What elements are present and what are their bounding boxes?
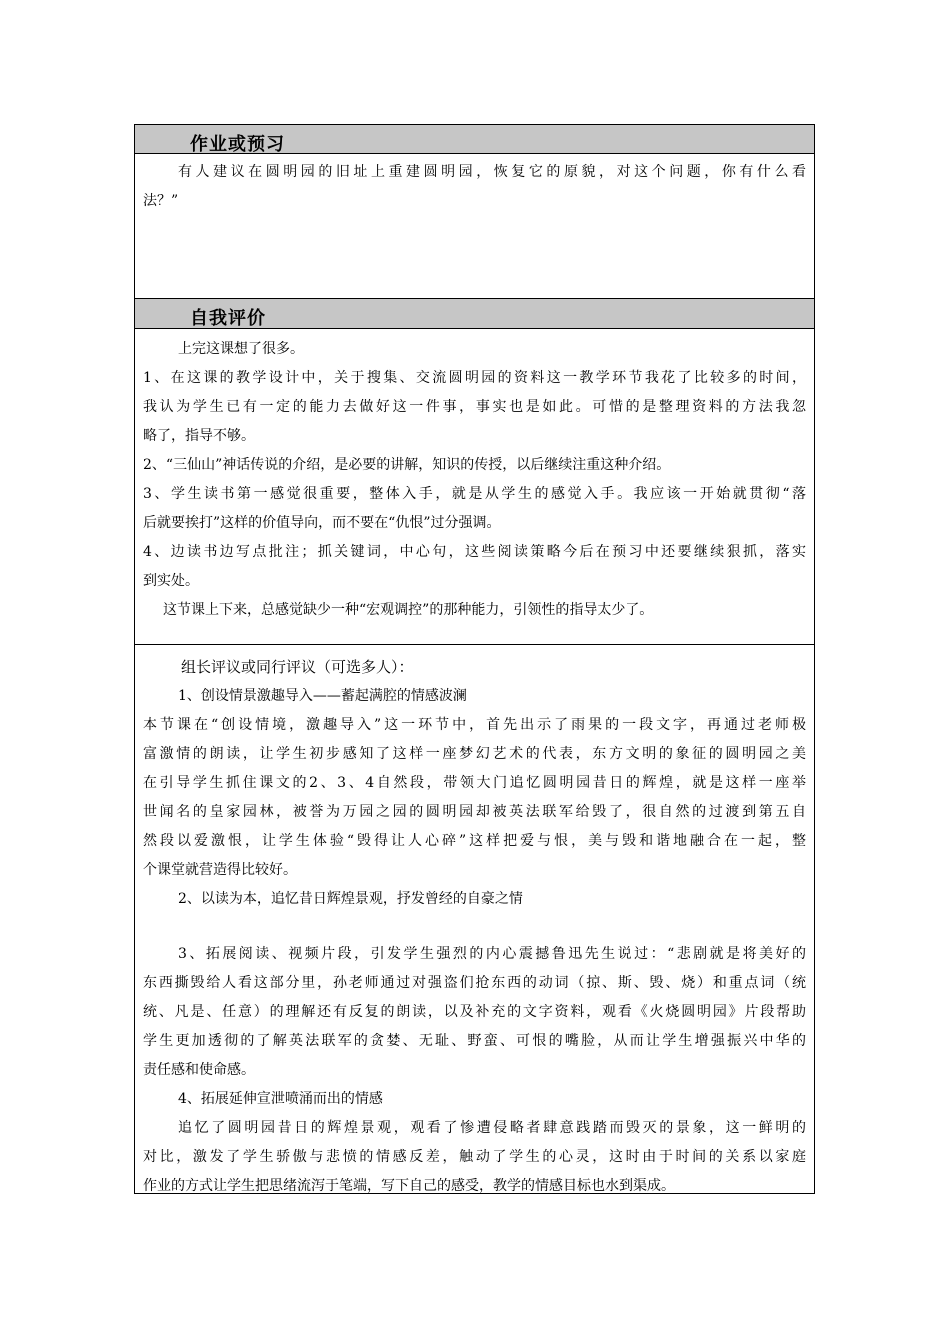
peer-review-line: 2、以读为本，追忆昔日辉煌景观，抒发曾经的自豪之情: [178, 891, 523, 907]
self-eval-line: 到实处。: [143, 573, 199, 589]
self-eval-line: 后就要挨打”这样的价值导向，而不要在“仇恨”过分强调。: [143, 515, 501, 531]
homework-heading-bar: [134, 124, 815, 154]
peer-review-line: 4、拓展延伸宣泄喷涌而出的情感: [178, 1091, 383, 1107]
self-eval-heading-bar: [134, 299, 815, 329]
peer-review-line: 1、创设情景激趣导入——蓄起满腔的情感波澜: [178, 688, 467, 704]
peer-review-line: 学生更加透彻的了解英法联军的贪婪、无耻、野蛮、可恨的嘴脸，从而让学生增强振兴中华的: [143, 1033, 806, 1049]
self-eval-line: 上完这课想了很多。: [178, 341, 304, 357]
self-eval-cell: [134, 329, 815, 645]
peer-review-line: 在引导学生抓住课文的2、3、4自然段，带领大门追忆圆明园昔日的辉煌，就是这样一座举: [143, 775, 806, 791]
self-eval-line: 3、学生读书第一感觉很重要，整体入手，就是从学生的感觉入手。我应该一开始就贯彻“落: [143, 486, 806, 502]
peer-review-line: 本节课在“创设情境，激趣导入”这一环节中，首先出示了雨果的一段文字，再通过老师极: [143, 717, 806, 733]
self-eval-heading: 自我评价: [190, 308, 266, 329]
peer-review-line: 东西撕毁给人看这部分里，孙老师通过对强盗们抢东西的动词（掠、斯、毁、烧）和重点词（统: [143, 975, 806, 991]
peer-review-line: 3、拓展阅读、视频片段，引发学生强烈的内心震撼鲁迅先生说过：“悲剧就是将美好的: [178, 946, 806, 962]
homework-line: 法？”: [143, 193, 179, 209]
peer-review-line: 统、凡是、任意）的理解还有反复的朗读，以及补充的文字资料，观看《火烧圆明园》片段帮助: [143, 1004, 806, 1020]
peer-review-line: 富激情的朗读，让学生初步感知了这样一座梦幻艺术的代表，东方文明的象征的圆明园之美: [143, 746, 806, 762]
peer-review-line: 世闻名的皇家园林，被誉为万园之园的圆明园却被英法联军给毁了，很自然的过渡到第五自: [143, 804, 806, 820]
peer-review-line: 对比，激发了学生骄傲与悲愤的情感反差，触动了学生的心灵，这时由于时间的关系以家庭: [143, 1149, 806, 1165]
self-eval-line: 1、在这课的教学设计中，关于搜集、交流圆明园的资料这一教学环节我花了比较多的时间，: [143, 370, 806, 386]
self-eval-line: 2、“三仙山”神话传说的介绍，是必要的讲解，知识的传授，以后继续注重这种介绍。: [143, 457, 671, 473]
peer-review-line: 追忆了圆明园昔日的辉煌景观，观看了惨遭侵略者肆意践踏而毁灭的景象，这一鲜明的: [178, 1120, 806, 1136]
self-eval-line: 略了，指导不够。: [143, 428, 255, 444]
peer-review-title: 组长评议或同行评议（可选多人）：: [181, 658, 414, 676]
self-eval-line: 4、边读书边写点批注；抓关键词，中心句，这些阅读策略今后在预习中还要继续狠抓，落实: [143, 544, 806, 560]
homework-line: 有人建议在圆明园的旧址上重建圆明园，恢复它的原貌，对这个问题，你有什么看: [178, 164, 806, 180]
homework-cell: [134, 154, 815, 299]
peer-review-line: 然段以爱激恨，让学生体验“毁得让人心碎”这样把爱与恨，美与毁和谐地融合在一起，整: [143, 833, 806, 849]
homework-heading: 作业或预习: [190, 134, 285, 155]
peer-review-line: 个课堂就营造得比较好。: [143, 862, 297, 878]
self-eval-line: 我认为学生已有一定的能力去做好这一件事，事实也是如此。可惜的是整理资料的方法我忽: [143, 399, 806, 415]
blank-line: [143, 914, 806, 940]
peer-review-line: 责任感和使命感。: [143, 1062, 255, 1078]
peer-review-cell: [134, 645, 815, 1194]
peer-review-line: 作业的方式让学生把思绪流泻于笔端，写下自己的感受，教学的情感目标也水到渠成。: [143, 1178, 675, 1194]
self-eval-line: 这节课上下来，总感觉缺少一种“宏观调控”的那种能力，引领性的指导太少了。: [163, 602, 654, 618]
evaluation-table: [134, 124, 815, 1194]
